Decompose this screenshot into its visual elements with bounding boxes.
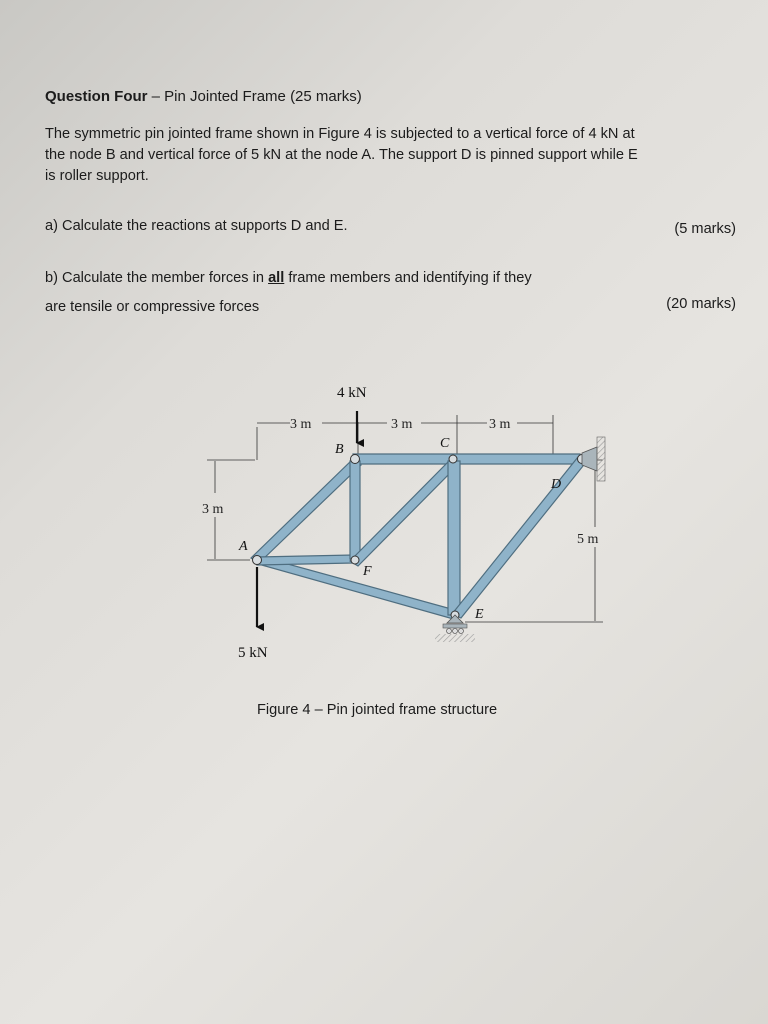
intro-line: is roller support. (45, 168, 149, 184)
frame-members (251, 454, 587, 620)
part-b-text (45, 264, 645, 322)
part-a-text: a) Calculate the reactions at supports D and E. (45, 218, 348, 234)
node-label-e: E (475, 607, 484, 622)
support-e (435, 615, 475, 642)
question-title-bold: Question Four (45, 88, 148, 105)
intro-line: the node B and vertical force of 5 kN at the node A. The support D is pinned support while E (45, 147, 638, 163)
node-label-c: C (440, 436, 450, 451)
figure-caption: Figure 4 – Pin jointed frame structure (257, 702, 498, 718)
load-b-label: 4 kN (337, 385, 367, 401)
intro-line: The symmetric pin jointed frame shown in Figure 4 is subjected to a vertical force of 4 kN at (45, 126, 635, 142)
dim-top-3: 3 m (489, 417, 511, 432)
part-b-pre: b) Calculate the member forces in (45, 270, 269, 286)
node-label-f: F (363, 564, 372, 579)
frame-figure (195, 375, 625, 675)
question-title-rest: – Pin Jointed Frame (25 marks) (147, 88, 362, 105)
dim-top-1: 3 m (290, 417, 312, 432)
node-label-a: A (239, 539, 248, 554)
pin-joints (253, 455, 587, 620)
dim-top-2: 3 m (391, 417, 413, 432)
question-intro (45, 124, 735, 187)
support-d (582, 437, 605, 481)
question-heading (45, 88, 362, 105)
dim-right: 5 m (577, 532, 599, 547)
dim-left: 3 m (202, 502, 224, 517)
part-b-line2: are tensile or compressive forces (45, 299, 260, 315)
load-a-label: 5 kN (238, 645, 268, 661)
part-b-post: frame members and identifying if they (284, 270, 532, 286)
part-b-emphasis: all (268, 270, 285, 286)
part-b-marks: (20 marks) (666, 296, 736, 312)
node-label-b: B (335, 442, 344, 457)
part-a-marks: (5 marks) (674, 221, 736, 237)
node-label-d: D (551, 477, 562, 492)
